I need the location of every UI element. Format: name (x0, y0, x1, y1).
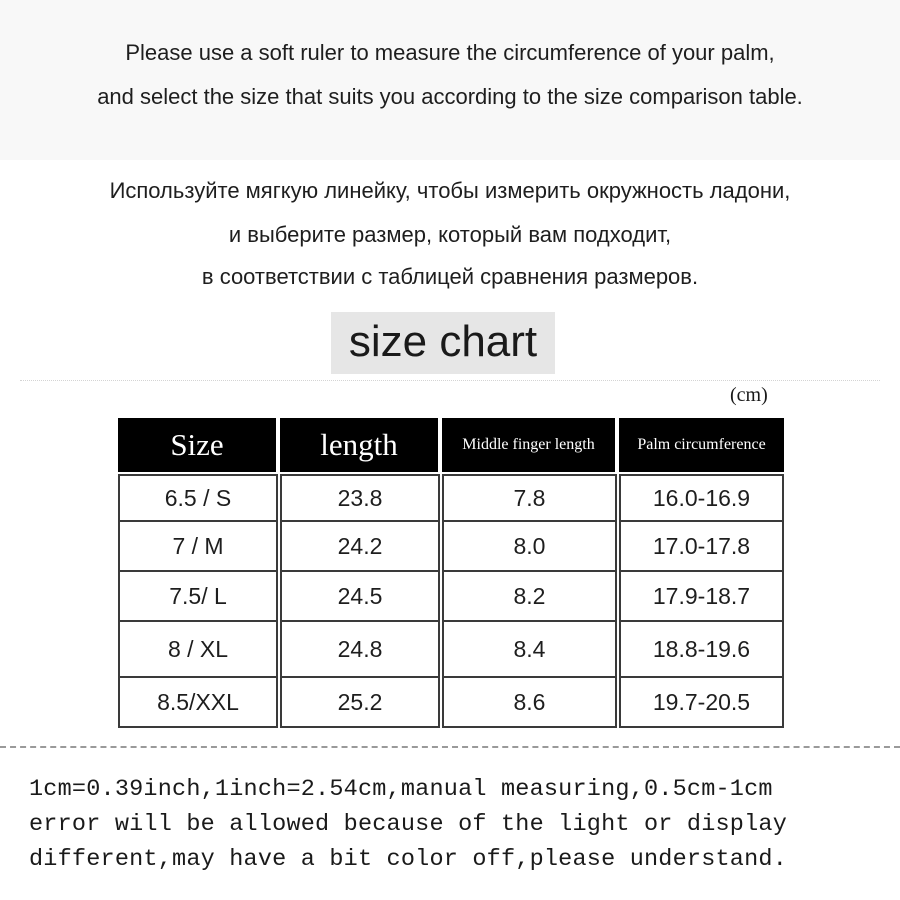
header-middle-finger-length: Middle finger length (442, 418, 615, 472)
size-chart-title: size chart (331, 312, 555, 374)
cell-middle-finger: 8.4 (442, 620, 617, 678)
cell-length: 24.2 (280, 520, 440, 572)
english-instruction-line-2: and select the size that suits you according to the size comparison table. (97, 84, 803, 109)
english-instruction-line-1: Please use a soft ruler to measure the circumference of your palm, (125, 40, 775, 65)
cell-size: 6.5 / S (118, 474, 278, 522)
header-length: length (280, 418, 438, 472)
cell-size: 8 / XL (118, 620, 278, 678)
note-line-3: different,may have a bit color off,please understand. (29, 846, 788, 873)
cell-size: 8.5/XXL (118, 676, 278, 728)
size-table (118, 418, 784, 728)
russian-instruction-line-1: Используйте мягкую линейку, чтобы измерить окружность ладони, (109, 178, 791, 203)
cell-palm: 18.8-19.6 (619, 620, 784, 678)
cell-length: 24.8 (280, 620, 440, 678)
cell-length: 23.8 (280, 474, 440, 522)
unit-label: (cm) (730, 384, 768, 406)
header-palm-circumference: Palm circumference (619, 418, 784, 472)
cell-middle-finger: 8.6 (442, 676, 617, 728)
cell-middle-finger: 8.2 (442, 570, 617, 622)
cell-size: 7 / M (118, 520, 278, 572)
cell-length: 25.2 (280, 676, 440, 728)
cell-middle-finger: 7.8 (442, 474, 617, 522)
cell-middle-finger: 8.0 (442, 520, 617, 572)
cell-size: 7.5/ L (118, 570, 278, 622)
note-line-1: 1cm=0.39inch,1inch=2.54cm,manual measuring,0.5cm-1cm (29, 776, 773, 803)
cell-palm: 17.0-17.8 (619, 520, 784, 572)
cell-palm: 19.7-20.5 (619, 676, 784, 728)
cell-palm: 16.0-16.9 (619, 474, 784, 522)
english-instructions-panel (0, 0, 900, 160)
cell-palm: 17.9-18.7 (619, 570, 784, 622)
cell-length: 24.5 (280, 570, 440, 622)
dashed-divider (0, 746, 900, 748)
russian-instruction-line-2: и выберите размер, который вам подходит, (228, 222, 672, 247)
divider (20, 380, 880, 382)
russian-instruction-line-3: в соответствии с таблицей сравнения размеров. (201, 264, 699, 289)
note-line-2: error will be allowed because of the light or display (29, 811, 788, 838)
header-size: Size (118, 418, 276, 472)
